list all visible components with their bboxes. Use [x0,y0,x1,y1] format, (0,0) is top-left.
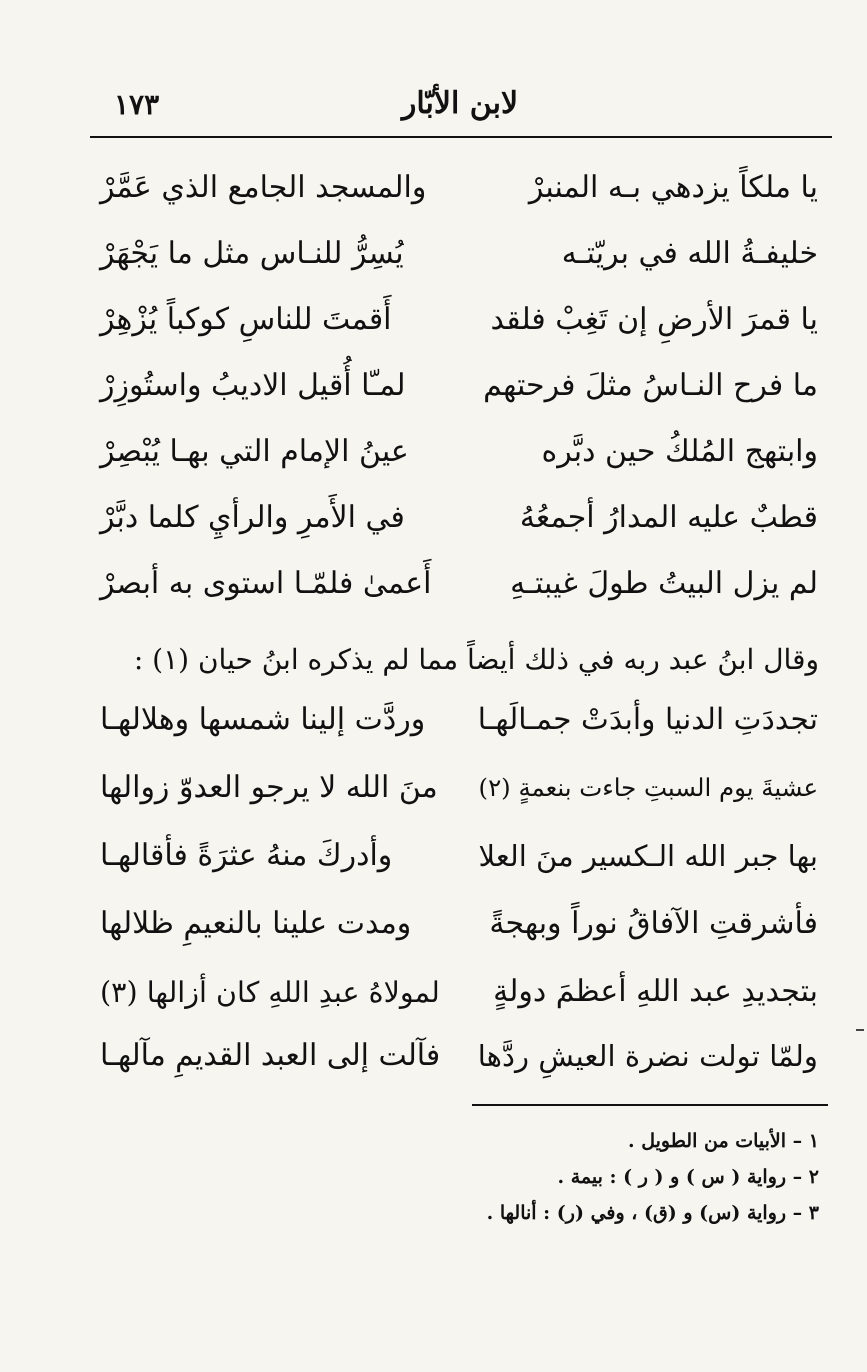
verse-second-hemistich: منَ الله لا يرجو العدوّ زوالها [100,770,438,805]
verse-row [100,1026,818,1086]
verse-row [100,690,818,750]
footnote-rule [472,1104,828,1106]
verse-second-hemistich: وأدركَ منهُ عثرَةً فأقالهـا [100,838,393,873]
verse-first-hemistich: فأشرقتِ الآفاقُ نوراً وبهجةً [489,906,818,941]
verse-second-hemistich: أَعمىٰ فلمّـا استوى به أبصرْ [100,566,432,601]
verse-row [100,894,818,954]
verse-first-hemistich: خليفـةُ الله في بريّتـه [561,236,818,271]
page-edge-mark [856,1029,864,1031]
verse-row [100,962,818,1022]
verse-second-hemistich: يُسِرُّ للنـاس مثل ما يَجْهَرْ [100,236,404,271]
verse-row [100,758,818,818]
verse-first-hemistich: ولمّا تولت نضرة العيشِ ردَّها [477,1039,818,1073]
verse-first-hemistich: قطبٌ عليه المدارُ أجمعُهُ [519,500,818,535]
verse-row [100,356,818,416]
verse-second-hemistich: في الأَمرِ والرأيِ كلما دبَّرْ [100,500,405,535]
verse-row [100,158,818,218]
verse-second-hemistich: أَقمتَ للناسِ كوكباً يُزْهِرْ [100,302,392,337]
verse-first-hemistich: عشيةَ يوم السبتِ جاءت بنعمةٍ (٢) [478,773,818,802]
verse-first-hemistich: يا ملكاً يزدهي بـه المنبرْ [528,170,818,205]
verse-second-hemistich: فآلت إلى العبد القديمِ مآلهـا [100,1038,441,1073]
verse-first-hemistich: لم يزل البيتُ طولَ غيبتـهِ [510,566,818,601]
verse-row [100,224,818,284]
verse-second-hemistich: وردَّت إلينا شمسها وهلالهـا [100,702,426,737]
verse-first-hemistich: بتجديدِ عبد اللهِ أعظمَ دولةٍ [493,974,818,1009]
verse-second-hemistich: ومدت علينا بالنعيمِ ظلالها [100,906,412,941]
verse-second-hemistich: لمولاهُ عبدِ اللهِ كان أزالها (٣) [100,975,440,1009]
page-number: ١٧٣ [114,88,160,121]
verse-row [100,422,818,482]
verse-row [100,290,818,350]
verse-first-hemistich: يا قمرَ الأرضِ إن تَغِبْ فلقد [490,302,818,337]
footnote: ٢ – رواية ( س ) و ( ر ) : بيمة . [557,1166,819,1188]
prose-introduction: وقال ابنُ عبد ربه في ذلك أيضاً مما لم يذكره ابنُ حيان (١) : [133,643,819,676]
verse-first-hemistich: وابتهج المُلكُ حين دبَّره [541,434,818,469]
running-title: لابن الأبّار [401,86,519,121]
verse-row [100,554,818,614]
verse-row [100,488,818,548]
footnote: ١ – الأبيات من الطويل . [627,1130,819,1152]
verse-second-hemistich: والمسجد الجامع الذي عَمَّرْ [100,170,427,205]
header-rule [90,136,832,138]
page-header [90,86,830,134]
verse-second-hemistich: لمـّا أُقيل الاديبُ واستُوزِرْ [100,368,406,403]
verse-first-hemistich: بها جبر الله الـكسير منَ العلا [478,839,818,873]
footnote: ٣ – رواية (س) و (ق) ، وفي (ر) : أنالها . [486,1202,819,1224]
verse-row [100,826,818,886]
verse-first-hemistich: ما فرح النـاسُ مثلَ فرحتهم [483,368,818,403]
verse-first-hemistich: تجددَتِ الدنيا وأبدَتْ جمـالَهـا [477,702,818,737]
verse-second-hemistich: عينُ الإمام التي بهـا يُبْصِرْ [100,434,409,469]
